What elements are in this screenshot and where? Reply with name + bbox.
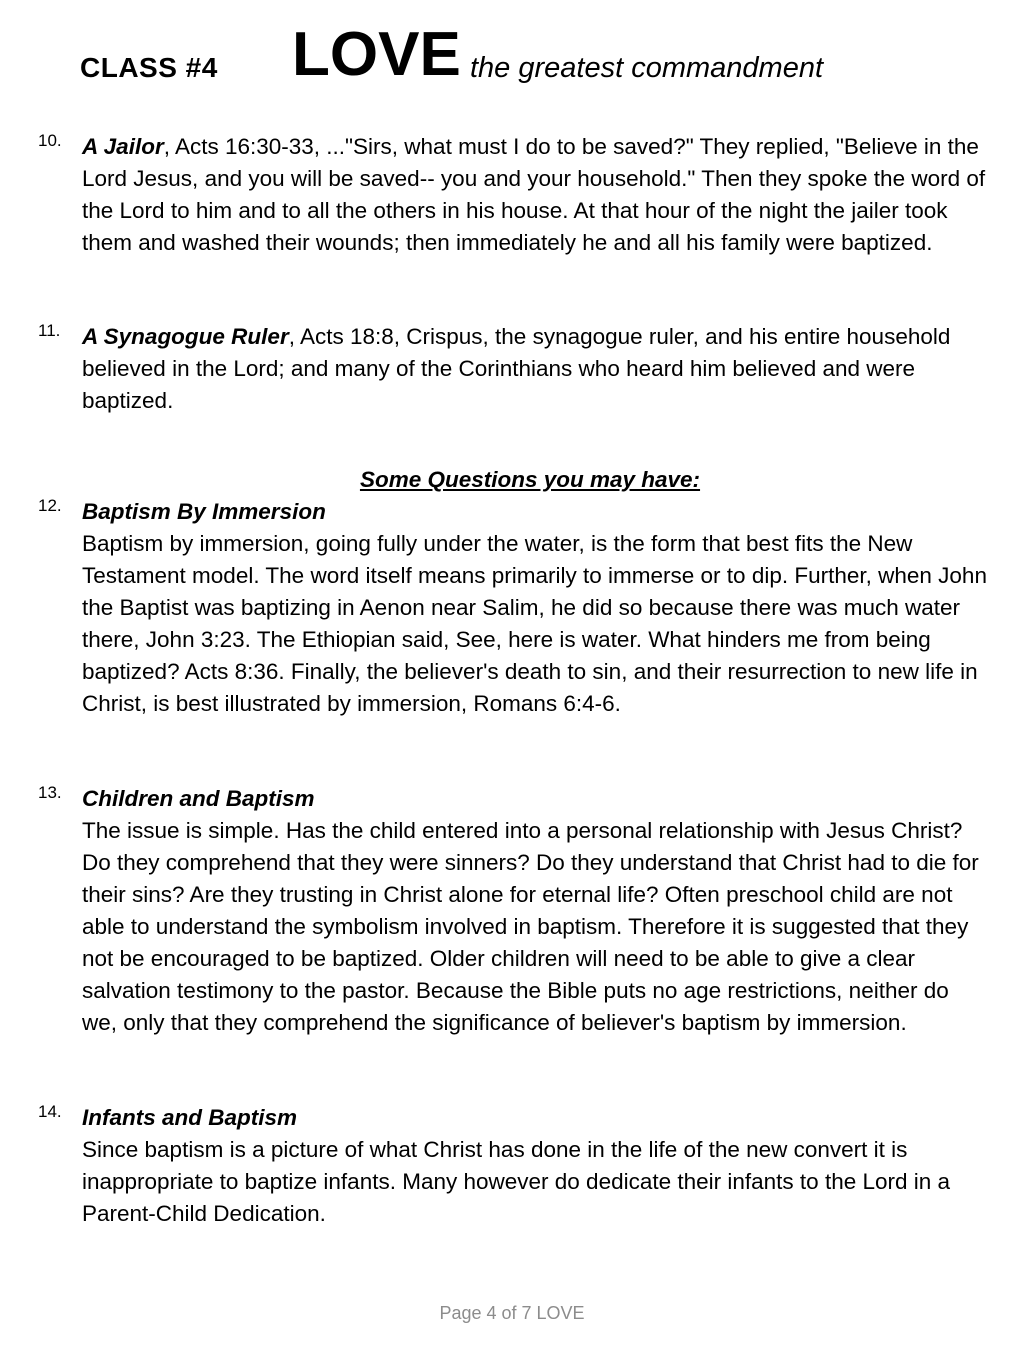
- item-heading: Infants and Baptism: [82, 1105, 298, 1130]
- page-subtitle: the greatest commandment: [470, 52, 824, 84]
- page-header: [0, 0, 1024, 110]
- item-number: 13.: [38, 783, 62, 802]
- item-text: , Acts 16:30-33, ..."Sirs, what must I do to be saved?" They replied, "Believe in the Lord Jesus, and you will be saved-- you and your household." Then they spoke the word of the Lord to him and to all the others in his house. At that hour of the night the jailer took them and washed their wounds; then immediately he and all his family were baptized.: [82, 134, 986, 255]
- item-body: [82, 496, 987, 720]
- item-text: Baptism by immersion, going fully under the water, is the form that best fits the New Testament model. The word itself means primarily to immerse or to dip. Further, when John the Baptist was baptizing in Aenon near Salim, he did so because there was much water there, John 3:23. The Ethiopian said, See, here is water. What hinders me from being baptized? Acts 8:36. Finally, the believer's death to sin, and their resurrection to new life in Christ, is best illustrated by immersion, Romans 6:4-6.: [82, 531, 987, 716]
- section-heading: Some Questions you may have:: [359, 467, 701, 492]
- item-body: [82, 131, 987, 259]
- item-body: [82, 321, 987, 417]
- item-body: [82, 783, 987, 1039]
- page-footer: Page 4 of 7 LOVE: [439, 1303, 585, 1323]
- item-text: Since baptism is a picture of what Christ has done in the life of the new convert it is inappropriate to baptize infants. Many however do dedicate their infants to the Lord in a Parent-Child Dedication.: [82, 1137, 951, 1226]
- item-text: , Acts 18:8, Crispus, the synagogue ruler, and his entire household believed in the Lord; and many of the Corinthians who heard him believed and were baptized.: [82, 324, 951, 413]
- item-body: [82, 1102, 987, 1230]
- item-number: 12.: [38, 496, 62, 515]
- item-lead: A Jailor: [82, 134, 164, 159]
- item-number: 14.: [38, 1102, 62, 1121]
- class-label: CLASS #4: [80, 52, 218, 83]
- item-heading: Baptism By Immersion: [82, 499, 326, 524]
- item-lead: A Synagogue Ruler: [82, 324, 289, 349]
- item-heading: Children and Baptism: [82, 786, 315, 811]
- item-text: The issue is simple. Has the child entered into a personal relationship with Jesus Christ? Do they comprehend that they were sinners? Do they understand that Christ had to die for their sins? Are they trusting in Christ alone for eternal life? Often preschool child are not able to understand the symbolism involved in baptism. Therefore it is suggested that they not be encouraged to be baptized. Older children will need to be able to give a clear salvation testimony to the pastor. Because the Bible puts no age restrictions, neither do we, only that they comprehend the significance of believer's baptism by immersion.: [82, 818, 979, 1035]
- item-number: 11.: [38, 321, 61, 340]
- item-number: 10.: [38, 131, 62, 150]
- page-title: LOVE: [292, 20, 461, 89]
